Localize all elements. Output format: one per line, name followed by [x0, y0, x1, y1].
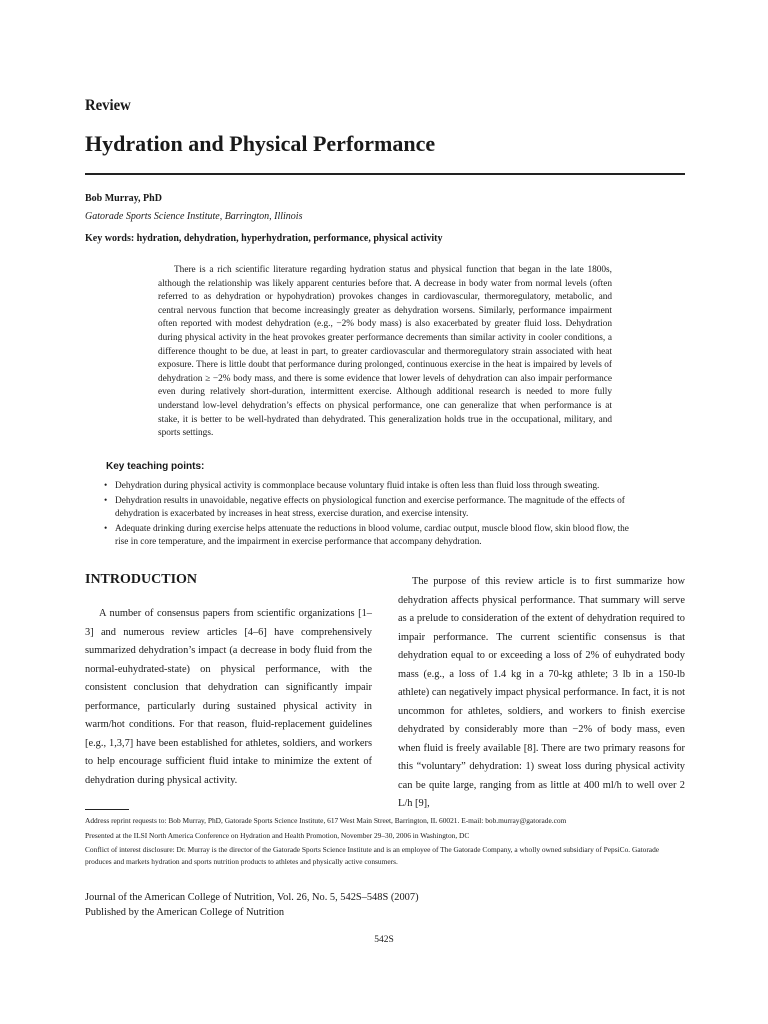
- page-number: 542S: [374, 935, 394, 945]
- journal-publisher: Published by the American College of Nutrition: [85, 907, 285, 918]
- footnote-rule: [85, 809, 129, 810]
- section-label: Review: [85, 97, 131, 114]
- bullet-icon: •: [104, 495, 108, 506]
- author-affiliation: Gatorade Sports Science Institute, Barrington, Illinois: [85, 211, 303, 222]
- teaching-point-text: Dehydration during physical activity is commonplace because voluntary fluid intake is often less than fluid loss through sweating.: [115, 481, 600, 491]
- journal-info: [85, 890, 419, 920]
- body-left-column: A number of consensus papers from scientific organizations [1–3] and numerous review articles [4–6] have comprehensively summarized dehydration’s impact (a decrease in body fluid from the normal-euhydrated-state) on physical performance, with the consistent conclusion that dehydration can significantly impair performance, particularly during sustained physical activity in warm/hot conditions. For that reason, fluid-replacement guidelines [e.g., 1,3,7] have been established for athletes, soldiers, and workers to help encourage sufficient fluid intake to minimize the extent of dehydration during physical activity.: [85, 608, 372, 786]
- teaching-point: [104, 480, 644, 494]
- footnote-presented: Presented at the ILSI North America Conference on Hydration and Health Promotion, November 29–30, 2006 in Washington, DC: [85, 830, 470, 840]
- journal-citation: Journal of the American College of Nutrition, Vol. 26, No. 5, 542S–548S (2007): [85, 892, 419, 903]
- author-name: Bob Murray, PhD: [85, 193, 162, 204]
- teaching-point-text: Dehydration results in unavoidable, negative effects on physiological function and exercise performance. The magnitude of the effects of dehydration is exacerbated by increases in heat stress, exercise duration, and exercise intensity.: [115, 495, 625, 520]
- teaching-point: [104, 495, 644, 522]
- article-title: Hydration and Physical Performance: [85, 131, 436, 156]
- keywords: Key words: hydration, dehydration, hyperhydration, performance, physical activity: [85, 233, 443, 244]
- footnote-reprint: Address reprint requests to: Bob Murray, PhD, Gatorade Sports Science Institute, 617 West Main Street, Barrington, IL 60021. E-mail: bob.murray@gatorade.com: [85, 816, 567, 825]
- teaching-point: [104, 523, 644, 550]
- bullet-icon: •: [104, 523, 108, 534]
- teaching-points-list: [104, 480, 644, 551]
- teaching-point-text: Adequate drinking during exercise helps attenuate the reductions in blood volume, cardiac output, muscle blood flow, skin blood flow, the rise in core temperature, and the impairment in exercise performance that accompany dehydration.: [115, 523, 629, 548]
- footnote-conflict: Conflict of interest disclosure: Dr. Murray is the director of the Gatorade Sports Science Institute and is an employee of The Gatorade Company, a wholly owned subsidiary of PepsiCo. Gatorade produces and markets hydration and sports nutrition products to athletes and physically active consumers.: [85, 845, 660, 866]
- footnotes: [85, 815, 685, 870]
- teaching-points-heading: Key teaching points:: [106, 461, 205, 472]
- abstract: There is a rich scientific literature regarding hydration status and physical function that began in the late 1800s, although the relationship was likely apparent centuries before that. A decrease in body water from normal levels (often referred to as dehydration or hypohydration) provokes changes in cardiovascular, thermoregulatory, metabolic, and central nervous function that become increasingly greater as dehydration worsens. Similarly, performance impairment often reported with modest dehydration (e.g., −2% body mass) is also exacerbated by greater fluid loss. Dehydration during physical activity in the heat provokes greater performance decrements than similar activity in cooler conditions, a difference thought to be due, at least in part, to greater cardiovascular and thermoregulatory strain associated with heat exposure. There is little doubt that performance during prolonged, continuous exercise in the heat is impaired by levels of dehydration ≥ −2% body mass, and there is some evidence that lower levels of dehydration can also impair performance even during relatively short-duration, intermittent exercise. Although additional research is needed to more fully understand low-level dehydration’s effects on physical performance, one can generalize that when performance is at stake, it is better to be well-hydrated than dehydrated. This generalization holds true in the occupational, military, and sports settings.: [158, 265, 612, 439]
- body-right-column: The purpose of this review article is to first summarize how dehydration affects physical performance. That summary will serve as a prelude to consideration of the extent of dehydration required to impair performance. The current scientific consensus is that dehydration equal to or exceeding a loss of 2% of euhydrated body mass (e.g., a loss of 1.4 kg in a 70-kg athlete; 3 lb in a 150-lb athlete) can negatively impact physical performance. In fact, it is not uncommon for athletes, soldiers, and workers to finish exercise dehydrated by considerably more than −2% of body mass, even when fluid is freely available [8]. There are two primary reasons for this “voluntary” dehydration: 1) sweat loss during physical activity can be quite large, ranging from as little at 400 ml/h to well over 2 L/h [9],: [398, 576, 685, 809]
- title-rule: [85, 173, 685, 175]
- introduction-heading: INTRODUCTION: [85, 572, 198, 587]
- bullet-icon: •: [104, 481, 108, 491]
